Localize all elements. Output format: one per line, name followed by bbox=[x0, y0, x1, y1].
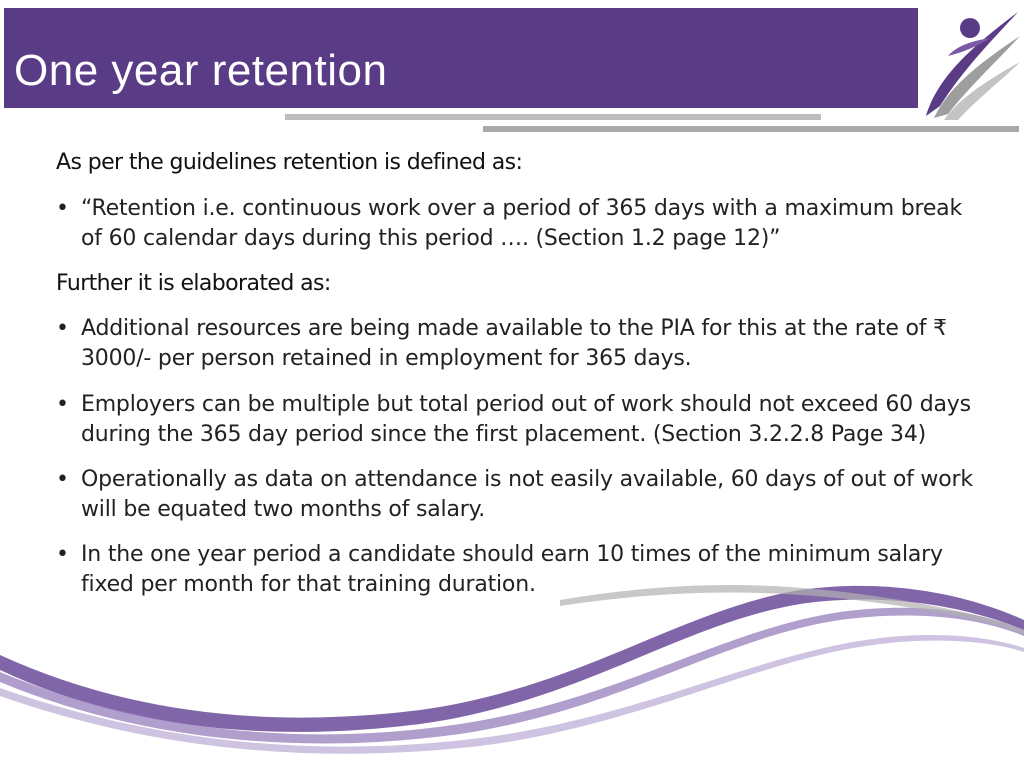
bullet-line: In the one year period a candidate should earn 10 times of the minimum salary bbox=[81, 542, 943, 567]
bullet-dot-icon: • bbox=[56, 316, 69, 341]
bullet-line: fixed per month for that training duration. bbox=[81, 572, 536, 597]
section-heading-elaboration: Further it is elaborated as: bbox=[56, 271, 331, 296]
bullet-dot-icon: • bbox=[56, 542, 69, 567]
bullet-line: of 60 calendar days during this period …. (Section 1.2 page 12)” bbox=[81, 226, 781, 251]
slide-title: One year retention bbox=[14, 46, 388, 95]
bullet-line: Operationally as data on attendance is not easily available, 60 days of out of work bbox=[81, 467, 973, 492]
bullet-line: 3000/- per person retained in employment for 365 days. bbox=[81, 346, 692, 371]
bullet-line: will be equated two months of salary. bbox=[81, 497, 486, 522]
bullet-dot-icon: • bbox=[56, 467, 69, 492]
bullet-dot-icon: • bbox=[56, 196, 69, 221]
section-heading-definition: As per the guidelines retention is defined as: bbox=[56, 150, 523, 175]
bullet-line: “Retention i.e. continuous work over a period of 365 days with a maximum break bbox=[81, 196, 963, 221]
bullet-line: Additional resources are being made available to the PIA for this at the rate of ₹ bbox=[81, 316, 947, 341]
bullet-dot-icon: • bbox=[56, 392, 69, 417]
bullet-line: Employers can be multiple but total period out of work should not exceed 60 days bbox=[81, 392, 971, 417]
decorative-wave-footer bbox=[0, 560, 1024, 768]
bullet-line: during the 365 day period since the first placement. (Section 3.2.2.8 Page 34) bbox=[81, 422, 927, 447]
